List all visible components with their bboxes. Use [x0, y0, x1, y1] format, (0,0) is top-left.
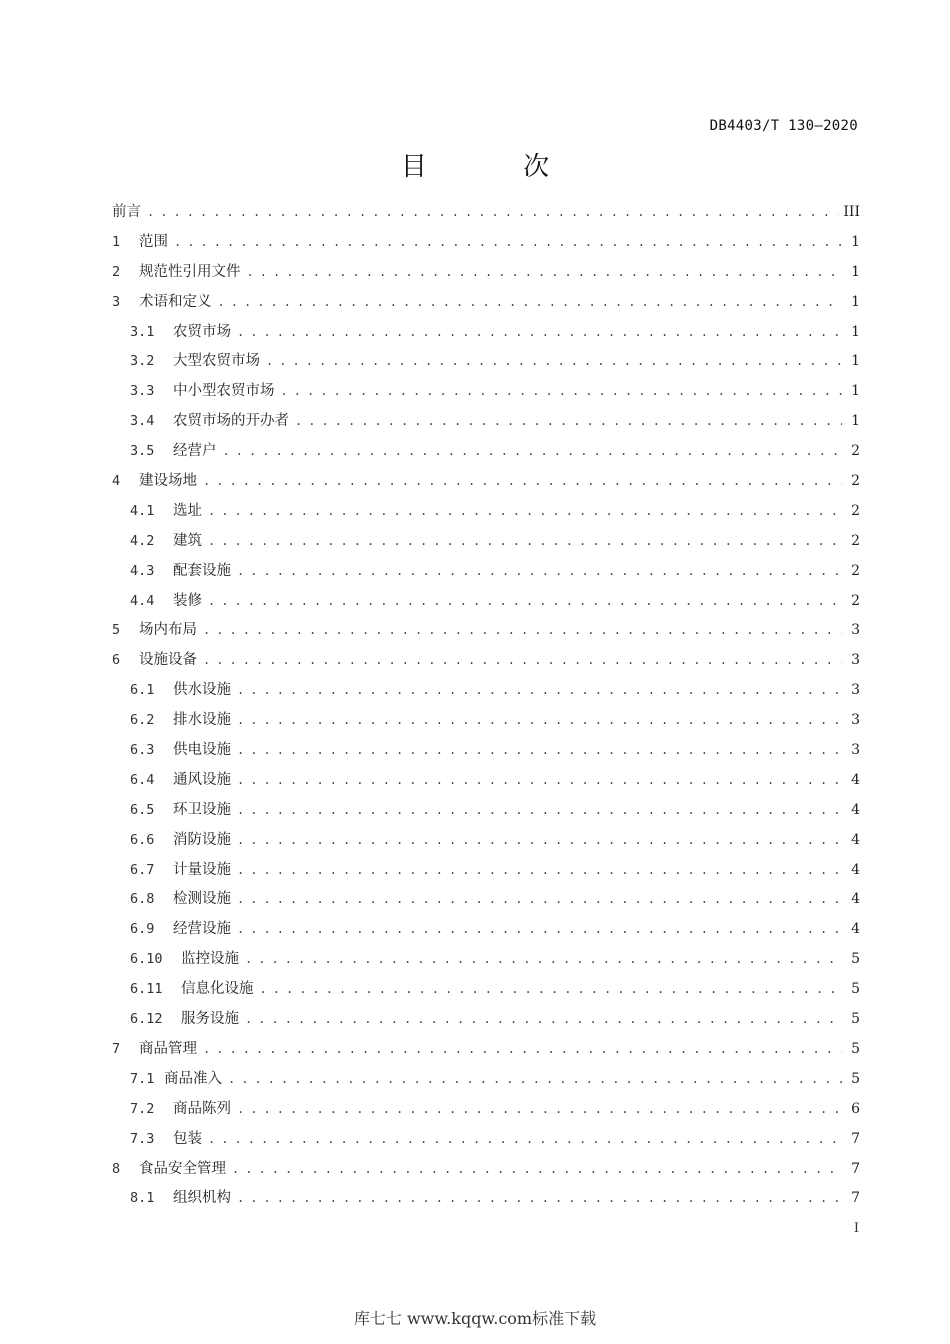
footer-watermark: 库七七 www.kqqw.com标准下载	[353, 1309, 597, 1328]
toc-entry-number: 4.2	[130, 532, 155, 549]
toc-dot-leader	[208, 497, 842, 527]
toc-entry-title: 排水设施	[173, 712, 231, 729]
toc-entry-page: 2	[851, 532, 860, 549]
toc-entry-title: 装修	[173, 592, 202, 609]
toc-entry-page: 1	[851, 293, 860, 310]
toc-entry-page: III	[843, 204, 860, 220]
toc-entry-page: 5	[851, 1040, 860, 1057]
toc-entry-number: 7.1	[130, 1070, 155, 1087]
toc-entry-page: 2	[851, 443, 860, 460]
toc-entry-title: 设施设备	[139, 652, 197, 669]
toc-dot-leader	[266, 347, 842, 377]
toc-entry-title: 前言	[112, 204, 141, 220]
toc-entry[interactable]	[112, 347, 860, 377]
toc-dot-leader	[237, 915, 842, 945]
toc-entry-title: 经营设施	[173, 921, 231, 938]
toc-entry-page: 5	[851, 981, 860, 998]
toc-dot-leader	[237, 1095, 842, 1125]
toc-entry-title: 供水设施	[173, 682, 231, 699]
toc-entry[interactable]	[112, 826, 860, 856]
toc-entry[interactable]	[112, 407, 860, 437]
toc-entry[interactable]	[112, 1095, 860, 1125]
toc-entry[interactable]	[112, 646, 860, 676]
toc-entry-number: 3.3	[130, 383, 155, 400]
page-title: 目 次	[400, 152, 594, 182]
toc-entry-number: 6.2	[130, 712, 155, 729]
toc-entry[interactable]	[112, 228, 860, 258]
toc-entry-page: 5	[851, 1011, 860, 1028]
toc-entry-title: 组织机构	[173, 1190, 231, 1207]
toc-entry-number: 6.3	[130, 742, 155, 759]
page-number: I	[853, 1221, 859, 1236]
toc-dot-leader	[237, 766, 842, 796]
toc-entry-page: 2	[851, 562, 860, 579]
toc-entry-title: 监控设施	[181, 951, 239, 968]
toc-dot-leader	[295, 407, 842, 437]
toc-entry[interactable]	[112, 706, 860, 736]
toc-dot-leader	[232, 1155, 842, 1185]
toc-entry-title: 规范性引用文件	[139, 263, 241, 280]
toc-entry-title: 经营户	[173, 443, 217, 460]
toc-entry-title: 供电设施	[173, 742, 231, 759]
toc-entry-title: 配套设施	[173, 562, 231, 579]
toc-dot-leader	[245, 945, 842, 975]
toc-entry[interactable]	[112, 198, 860, 228]
toc-dot-leader	[237, 826, 842, 856]
toc-entry-number: 6.12	[130, 1011, 163, 1028]
toc-entry-number: 8	[112, 1160, 121, 1177]
toc-dot-leader	[237, 885, 842, 915]
toc-entry-title: 选址	[173, 502, 202, 519]
toc-entry[interactable]	[112, 377, 860, 407]
toc-entry-title: 商品管理	[139, 1040, 197, 1057]
toc-dot-leader	[237, 706, 842, 736]
toc-entry-number: 6.4	[130, 771, 155, 788]
toc-dot-leader	[174, 228, 842, 258]
toc-entry-page: 1	[851, 323, 860, 340]
toc-entry[interactable]	[112, 885, 860, 915]
toc-dot-leader	[203, 616, 842, 646]
toc-entry-number: 6.1	[130, 682, 155, 699]
toc-entry-page: 2	[851, 473, 860, 490]
toc-dot-leader	[203, 467, 842, 497]
toc-entry-title: 中小型农贸市场	[173, 383, 275, 400]
toc-entry-page: 2	[851, 592, 860, 609]
toc-entry-number: 4.1	[130, 502, 155, 519]
toc-entry-title: 食品安全管理	[139, 1160, 226, 1177]
toc-entry-number: 3	[112, 293, 121, 310]
toc-entry[interactable]	[112, 1065, 860, 1095]
toc-entry[interactable]	[112, 587, 860, 617]
toc-dot-leader	[208, 527, 842, 557]
table-of-contents	[112, 198, 860, 1214]
toc-dot-leader	[245, 1005, 842, 1035]
toc-dot-leader	[203, 646, 842, 676]
toc-entry-page: 1	[851, 263, 860, 280]
toc-dot-leader	[281, 377, 843, 407]
toc-dot-leader	[237, 856, 842, 886]
toc-entry[interactable]	[112, 437, 860, 467]
toc-entry-title: 环卫设施	[173, 801, 231, 818]
toc-entry-page: 4	[851, 771, 860, 788]
toc-entry-title: 服务设施	[181, 1011, 239, 1028]
toc-entry[interactable]	[112, 318, 860, 348]
toc-entry-page: 3	[851, 712, 860, 729]
toc-entry-title: 范围	[139, 233, 168, 250]
toc-entry-title: 检测设施	[173, 891, 231, 908]
toc-entry[interactable]	[112, 1184, 860, 1214]
toc-entry-page: 1	[851, 413, 860, 430]
toc-entry-title: 商品准入	[164, 1070, 222, 1087]
toc-entry-number: 6.6	[130, 831, 155, 848]
toc-dot-leader	[237, 318, 842, 348]
toc-entry-page: 2	[851, 502, 860, 519]
toc-dot-leader	[237, 1184, 842, 1214]
toc-entry-number: 6.11	[130, 981, 163, 998]
toc-entry[interactable]	[112, 497, 860, 527]
toc-entry-number: 3.5	[130, 443, 155, 460]
toc-entry-page: 3	[851, 652, 860, 669]
toc-entry-page: 3	[851, 622, 860, 639]
toc-entry-title: 计量设施	[173, 861, 231, 878]
toc-entry[interactable]	[112, 557, 860, 587]
toc-entry-number: 3.4	[130, 413, 155, 430]
toc-entry-title: 包装	[173, 1130, 202, 1147]
toc-entry-number: 2	[112, 263, 121, 280]
toc-dot-leader	[237, 557, 842, 587]
toc-entry-page: 1	[851, 233, 860, 250]
toc-entry-page: 7	[851, 1160, 860, 1177]
toc-entry-number: 6.8	[130, 891, 155, 908]
toc-entry-page: 4	[851, 801, 860, 818]
toc-entry-title: 消防设施	[173, 831, 231, 848]
toc-entry[interactable]	[112, 975, 860, 1005]
toc-entry-number: 6	[112, 652, 121, 669]
toc-entry-number: 7	[112, 1040, 121, 1057]
toc-entry-page: 4	[851, 831, 860, 848]
toc-entry[interactable]	[112, 258, 860, 288]
toc-entry[interactable]	[112, 766, 860, 796]
toc-entry-title: 建筑	[173, 532, 202, 549]
toc-entry-title: 大型农贸市场	[173, 353, 260, 370]
toc-entry[interactable]	[112, 288, 860, 318]
toc-entry-page: 5	[851, 951, 860, 968]
document-code: DB4403/T 130—2020	[709, 118, 858, 134]
toc-entry-page: 7	[851, 1190, 860, 1207]
toc-entry-page: 4	[851, 921, 860, 938]
toc-entry[interactable]	[112, 915, 860, 945]
toc-entry-number: 3.2	[130, 353, 155, 370]
toc-entry[interactable]	[112, 616, 860, 646]
toc-entry-number: 3.1	[130, 323, 155, 340]
toc-entry-number: 1	[112, 233, 121, 250]
toc-entry-number: 4.3	[130, 562, 155, 579]
toc-entry-number: 4.4	[130, 592, 155, 609]
toc-entry-page: 3	[851, 742, 860, 759]
toc-dot-leader	[237, 676, 842, 706]
toc-dot-leader	[147, 198, 839, 228]
toc-dot-leader	[223, 437, 843, 467]
toc-entry-number: 6.9	[130, 921, 155, 938]
toc-entry[interactable]	[112, 1155, 860, 1185]
toc-entry[interactable]	[112, 945, 860, 975]
toc-dot-leader	[260, 975, 843, 1005]
toc-entry[interactable]	[112, 1035, 860, 1065]
toc-entry-page: 1	[851, 383, 860, 400]
toc-entry-number: 6.5	[130, 801, 155, 818]
toc-entry-page: 4	[851, 861, 860, 878]
toc-dot-leader	[237, 736, 842, 766]
toc-entry[interactable]	[112, 1125, 860, 1155]
toc-entry-title: 场内布局	[139, 622, 197, 639]
toc-entry-page: 6	[851, 1100, 860, 1117]
toc-entry-title: 商品陈列	[173, 1100, 231, 1117]
toc-dot-leader	[203, 1035, 842, 1065]
toc-entry[interactable]	[112, 1005, 860, 1035]
toc-entry-number: 6.10	[130, 951, 163, 968]
toc-dot-leader	[218, 288, 843, 318]
toc-entry-page: 7	[851, 1130, 860, 1147]
toc-entry-number: 4	[112, 473, 121, 490]
toc-dot-leader	[237, 796, 842, 826]
toc-entry[interactable]	[112, 856, 860, 886]
toc-entry-number: 5	[112, 622, 121, 639]
toc-entry[interactable]	[112, 467, 860, 497]
toc-entry-page: 5	[851, 1070, 860, 1087]
toc-entry-title: 建设场地	[139, 473, 197, 490]
toc-entry-title: 通风设施	[173, 771, 231, 788]
toc-entry-title: 术语和定义	[139, 293, 212, 310]
toc-entry-title: 农贸市场	[173, 323, 231, 340]
toc-dot-leader	[247, 258, 843, 288]
toc-entry[interactable]	[112, 736, 860, 766]
toc-dot-leader	[208, 587, 842, 617]
toc-entry[interactable]	[112, 527, 860, 557]
toc-dot-leader	[228, 1065, 842, 1095]
toc-entry[interactable]	[112, 796, 860, 826]
toc-entry-number: 7.3	[130, 1130, 155, 1147]
toc-entry-number: 8.1	[130, 1190, 155, 1207]
toc-entry[interactable]	[112, 676, 860, 706]
toc-entry-page: 4	[851, 891, 860, 908]
toc-entry-page: 3	[851, 682, 860, 699]
toc-entry-title: 信息化设施	[181, 981, 254, 998]
toc-entry-number: 7.2	[130, 1100, 155, 1117]
toc-entry-title: 农贸市场的开办者	[173, 413, 289, 430]
toc-entry-page: 1	[851, 353, 860, 370]
toc-entry-number: 6.7	[130, 861, 155, 878]
toc-dot-leader	[208, 1125, 842, 1155]
